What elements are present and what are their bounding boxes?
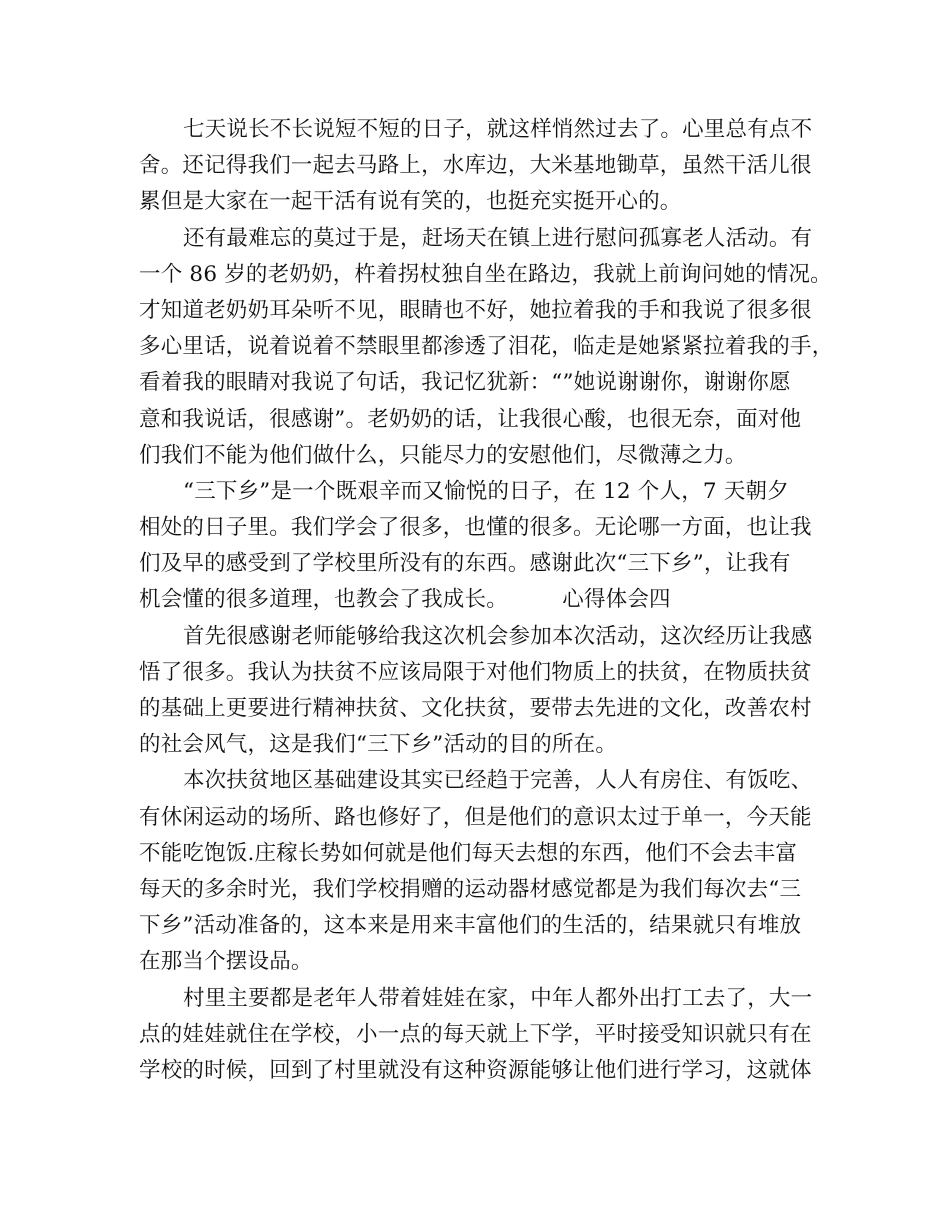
text-line: 下乡”活动准备的，这本来是用来丰富他们的生活的，结果就只有堆放 bbox=[139, 913, 802, 939]
text-line: 相处的日子里。我们学会了很多，也懂的很多。无论哪一方面，也让我 bbox=[139, 515, 812, 541]
text-line: 每天的多余时光，我们学校捐赠的运动器材感觉都是为我们每次去“三 bbox=[139, 876, 802, 902]
text-line: 在那当个摆设品。 bbox=[139, 949, 313, 975]
text-line: 有休闲运动的场所、路也修好了，但是他们的意识太过于单一，今天能 bbox=[139, 804, 812, 830]
text-line: 看着我的眼睛对我说了句话，我记忆犹新：“”她说谢谢你，谢谢你愿 bbox=[139, 370, 791, 396]
text-line: 们我们不能为他们做什么，只能尽力的安慰他们，尽微薄之力。 bbox=[139, 442, 747, 468]
text-line: 村里主要都是老年人带着娃娃在家，中年人都外出打工去了，大一 bbox=[183, 985, 813, 1011]
text-line: 才知道老奶奶耳朵听不见，眼睛也不好，她拉着我的手和我说了很多很 bbox=[139, 297, 812, 323]
text-line: 一个 86 岁的老奶奶，杵着拐杖独自坐在路边，我就上前询问她的情况。 bbox=[139, 261, 832, 287]
text-line: 点的娃娃就住在学校，小一点的每天就上下学，平时接受知识就只有在 bbox=[139, 1021, 812, 1047]
text-line: 意和我说话，很感谢”。老奶奶的话，让我很心酸，也很无奈，面对他 bbox=[139, 406, 802, 432]
text-line: 机会懂的很多道理，也教会了我成长。 心得体会四 bbox=[139, 587, 671, 613]
text-line: 累但是大家在一起干活有说有笑的，也挺充实挺开心的。 bbox=[139, 189, 682, 215]
text-line: 的基础上更要进行精神扶贫、文化扶贫，要带去先进的文化，改善农村 bbox=[139, 696, 812, 721]
text-line: 七天说长不长说短不短的日子，就这样悄然过去了。心里总有点不 bbox=[183, 117, 813, 142]
text-line: “三下乡”是一个既艰辛而又愉悦的日子，在 12 个人，7 天朝夕 bbox=[183, 478, 789, 504]
text-line: 首先很感谢老师能够给我这次机会参加本次活动，这次经历让我感 bbox=[183, 623, 813, 649]
text-line: 多心里话，说着说着不禁眼里都渗透了泪花，临走是她紧紧拉着我的手， bbox=[139, 334, 834, 360]
text-line: 的社会风气，这是我们“三下乡”活动的目的所在。 bbox=[139, 732, 618, 758]
text-line: 不能吃饱饭.庄稼长势如何就是他们每天去想的东西，他们不会去丰富 bbox=[139, 840, 798, 866]
document-body-text bbox=[139, 112, 834, 1089]
text-line: 舍。还记得我们一起去马路上，水库边，大米基地锄草，虽然干活儿很 bbox=[139, 153, 812, 179]
text-line: 学校的时候，回到了村里就没有这种资源能够让他们进行学习，这就体 bbox=[139, 1057, 812, 1083]
text-line: 悟了很多。我认为扶贫不应该局限于对他们物质上的扶贫，在物质扶贫 bbox=[139, 659, 812, 685]
text-line: 们及早的感受到了学校里所没有的东西。感谢此次“三下乡”，让我有 bbox=[139, 551, 791, 577]
text-line: 还有最难忘的莫过于是，赶场天在镇上进行慰问孤寡老人活动。有 bbox=[183, 225, 813, 251]
text-line: 本次扶贫地区基础建设其实已经趋于完善，人人有房住、有饭吃、 bbox=[183, 768, 813, 794]
